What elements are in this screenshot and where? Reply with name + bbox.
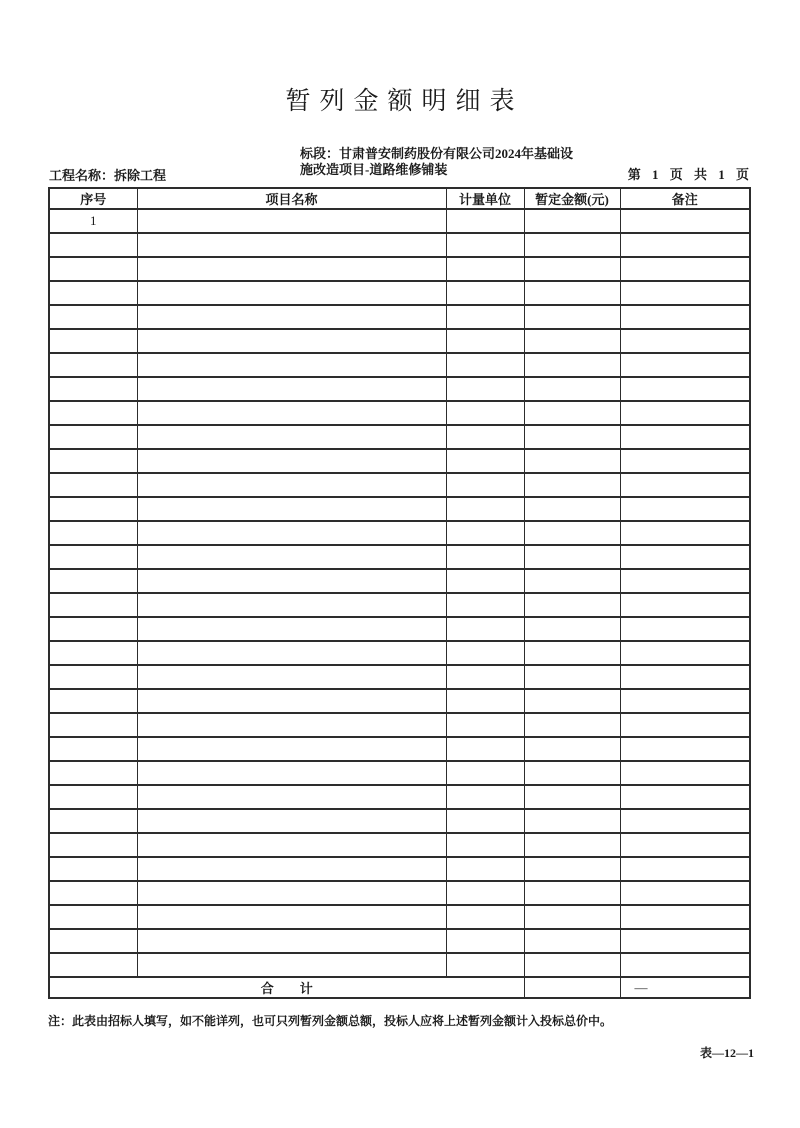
- cell-name: [137, 425, 446, 449]
- cell-seq: [49, 713, 137, 737]
- cell-seq: [49, 353, 137, 377]
- cell-note: [620, 737, 750, 761]
- cell-note: [620, 257, 750, 281]
- cell-seq: [49, 641, 137, 665]
- cell-seq: [49, 425, 137, 449]
- cell-note: [620, 545, 750, 569]
- cell-note: [620, 449, 750, 473]
- cell-amount: [524, 353, 620, 377]
- cell-amount: [524, 761, 620, 785]
- cell-note: [620, 857, 750, 881]
- cell-name: [137, 665, 446, 689]
- cell-seq: [49, 665, 137, 689]
- cell-unit: [446, 401, 524, 425]
- cell-amount: [524, 569, 620, 593]
- total-label: 合 计: [49, 977, 524, 998]
- cell-note: [620, 497, 750, 521]
- cell-name: [137, 641, 446, 665]
- cell-amount: [524, 953, 620, 977]
- cell-note: [620, 785, 750, 809]
- cell-amount: [524, 593, 620, 617]
- cell-seq: [49, 929, 137, 953]
- cell-unit: [446, 689, 524, 713]
- cell-name: [137, 329, 446, 353]
- cell-note: [620, 353, 750, 377]
- cell-seq: [49, 329, 137, 353]
- cell-note: [620, 377, 750, 401]
- cell-name: [137, 761, 446, 785]
- section-label: [300, 146, 573, 178]
- cell-name: [137, 233, 446, 257]
- cell-seq: [49, 809, 137, 833]
- cell-seq: [49, 689, 137, 713]
- cell-amount: [524, 713, 620, 737]
- cell-unit: [446, 665, 524, 689]
- cell-seq: [49, 305, 137, 329]
- cell-seq: [49, 881, 137, 905]
- cell-seq: [49, 545, 137, 569]
- table-row: [49, 929, 750, 953]
- table-row: [49, 689, 750, 713]
- cell-amount: [524, 833, 620, 857]
- cell-name: [137, 401, 446, 425]
- table-row: [49, 641, 750, 665]
- cell-seq: [49, 857, 137, 881]
- table-row: [49, 905, 750, 929]
- cell-name: [137, 713, 446, 737]
- cell-unit: [446, 569, 524, 593]
- cell-amount: [524, 209, 620, 233]
- cell-note: [620, 833, 750, 857]
- page-indicator: 第 1 页 共 1 页: [627, 167, 749, 182]
- cell-name: [137, 281, 446, 305]
- table-row: [49, 401, 750, 425]
- cell-note: [620, 617, 750, 641]
- cell-seq: [49, 617, 137, 641]
- cell-note: [620, 809, 750, 833]
- cell-note: [620, 881, 750, 905]
- cell-seq: [49, 281, 137, 305]
- section-line-2: 施改造项目-道路维修铺装: [300, 162, 448, 177]
- cell-seq: [49, 401, 137, 425]
- cell-note: [620, 665, 750, 689]
- table-row: [49, 617, 750, 641]
- table-row: [49, 785, 750, 809]
- column-header-seq: 序号: [49, 188, 137, 209]
- cell-note: [620, 593, 750, 617]
- cell-unit: [446, 257, 524, 281]
- column-header-unit: 计量单位: [446, 188, 524, 209]
- cell-seq: [49, 593, 137, 617]
- total-row: [49, 977, 750, 998]
- cell-note: [620, 641, 750, 665]
- cell-seq: [49, 737, 137, 761]
- cell-seq: [49, 473, 137, 497]
- cell-name: [137, 905, 446, 929]
- cell-amount: [524, 377, 620, 401]
- form-code: 表—12—1: [699, 1046, 754, 1060]
- cell-note: [620, 401, 750, 425]
- provisional-amount-table: [48, 187, 751, 999]
- cell-unit: [446, 857, 524, 881]
- cell-unit: [446, 473, 524, 497]
- cell-unit: [446, 281, 524, 305]
- cell-name: [137, 497, 446, 521]
- cell-name: [137, 857, 446, 881]
- cell-amount: [524, 737, 620, 761]
- table-row: [49, 377, 750, 401]
- table-row: [49, 281, 750, 305]
- cell-seq: [49, 953, 137, 977]
- table-row: [49, 665, 750, 689]
- cell-name: [137, 929, 446, 953]
- cell-name: [137, 809, 446, 833]
- column-header-name: 项目名称: [137, 188, 446, 209]
- table-row: [49, 209, 750, 233]
- cell-unit: [446, 593, 524, 617]
- cell-unit: [446, 713, 524, 737]
- table-row: [49, 353, 750, 377]
- cell-unit: [446, 881, 524, 905]
- footnote: 注：此表由招标人填写，如不能详列，也可只列暂列金额总额，投标人应将上述暂列金额计入投标总价中。: [48, 1014, 613, 1028]
- cell-name: [137, 209, 446, 233]
- cell-unit: [446, 377, 524, 401]
- table-row: [49, 809, 750, 833]
- cell-name: [137, 353, 446, 377]
- cell-name: [137, 785, 446, 809]
- cell-note: [620, 281, 750, 305]
- cell-seq: 1: [49, 209, 137, 233]
- table-row: [49, 953, 750, 977]
- cell-note: [620, 305, 750, 329]
- section-line-1: 标段：甘肃普安制药股份有限公司2024年基础设: [300, 146, 574, 161]
- cell-name: [137, 257, 446, 281]
- cell-amount: [524, 473, 620, 497]
- cell-amount: [524, 689, 620, 713]
- cell-unit: [446, 929, 524, 953]
- cell-amount: [524, 305, 620, 329]
- cell-unit: [446, 449, 524, 473]
- cell-note: [620, 521, 750, 545]
- cell-amount: [524, 809, 620, 833]
- cell-unit: [446, 641, 524, 665]
- cell-name: [137, 737, 446, 761]
- cell-amount: [524, 521, 620, 545]
- table-row: [49, 857, 750, 881]
- cell-amount: [524, 257, 620, 281]
- cell-unit: [446, 425, 524, 449]
- cell-unit: [446, 545, 524, 569]
- cell-name: [137, 449, 446, 473]
- cell-note: [620, 425, 750, 449]
- table-row: [49, 881, 750, 905]
- cell-amount: [524, 425, 620, 449]
- cell-name: [137, 305, 446, 329]
- cell-unit: [446, 617, 524, 641]
- cell-note: [620, 713, 750, 737]
- cell-name: [137, 545, 446, 569]
- cell-amount: [524, 545, 620, 569]
- cell-unit: [446, 833, 524, 857]
- total-note-cell: —: [620, 977, 750, 998]
- cell-amount: [524, 905, 620, 929]
- cell-name: [137, 689, 446, 713]
- cell-name: [137, 833, 446, 857]
- table-row: [49, 521, 750, 545]
- cell-seq: [49, 785, 137, 809]
- table-header-row: [49, 188, 750, 209]
- cell-seq: [49, 761, 137, 785]
- cell-unit: [446, 737, 524, 761]
- table-row: [49, 305, 750, 329]
- cell-seq: [49, 521, 137, 545]
- cell-amount: [524, 785, 620, 809]
- cell-unit: [446, 329, 524, 353]
- table-row: [49, 449, 750, 473]
- table-row: [49, 329, 750, 353]
- cell-seq: [49, 449, 137, 473]
- cell-seq: [49, 377, 137, 401]
- table-row: [49, 233, 750, 257]
- page-title: 暂列金额明细表: [285, 88, 524, 115]
- cell-unit: [446, 905, 524, 929]
- cell-unit: [446, 353, 524, 377]
- cell-note: [620, 233, 750, 257]
- cell-seq: [49, 497, 137, 521]
- cell-note: [620, 569, 750, 593]
- cell-unit: [446, 953, 524, 977]
- cell-name: [137, 617, 446, 641]
- table-row: [49, 257, 750, 281]
- cell-name: [137, 473, 446, 497]
- cell-amount: [524, 497, 620, 521]
- column-header-amount: 暂定金额(元): [524, 188, 620, 209]
- cell-amount: [524, 881, 620, 905]
- cell-seq: [49, 905, 137, 929]
- cell-name: [137, 593, 446, 617]
- meta-header: [48, 145, 752, 187]
- cell-seq: [49, 233, 137, 257]
- column-header-note: 备注: [620, 188, 750, 209]
- cell-note: [620, 953, 750, 977]
- cell-unit: [446, 809, 524, 833]
- cell-unit: [446, 521, 524, 545]
- cell-note: [620, 209, 750, 233]
- cell-amount: [524, 329, 620, 353]
- cell-unit: [446, 497, 524, 521]
- cell-amount: [524, 929, 620, 953]
- table-row: [49, 497, 750, 521]
- cell-name: [137, 953, 446, 977]
- table-row: [49, 593, 750, 617]
- cell-amount: [524, 641, 620, 665]
- cell-name: [137, 881, 446, 905]
- cell-unit: [446, 761, 524, 785]
- cell-seq: [49, 257, 137, 281]
- table-row: [49, 833, 750, 857]
- cell-unit: [446, 233, 524, 257]
- cell-note: [620, 473, 750, 497]
- cell-amount: [524, 401, 620, 425]
- cell-unit: [446, 209, 524, 233]
- cell-note: [620, 329, 750, 353]
- table-row: [49, 737, 750, 761]
- cell-unit: [446, 785, 524, 809]
- cell-amount: [524, 665, 620, 689]
- cell-amount: [524, 281, 620, 305]
- cell-note: [620, 689, 750, 713]
- cell-amount: [524, 233, 620, 257]
- table-row: [49, 713, 750, 737]
- cell-amount: [524, 449, 620, 473]
- cell-seq: [49, 833, 137, 857]
- cell-name: [137, 377, 446, 401]
- cell-amount: [524, 617, 620, 641]
- cell-unit: [446, 305, 524, 329]
- cell-amount: [524, 857, 620, 881]
- project-name-label: 工程名称：拆除工程: [49, 168, 167, 183]
- cell-note: [620, 929, 750, 953]
- cell-note: [620, 905, 750, 929]
- cell-note: [620, 761, 750, 785]
- cell-seq: [49, 569, 137, 593]
- table-row: [49, 473, 750, 497]
- total-amount-cell: [524, 977, 620, 998]
- table-row: [49, 761, 750, 785]
- table-row: [49, 545, 750, 569]
- table-row: [49, 425, 750, 449]
- cell-name: [137, 569, 446, 593]
- cell-name: [137, 521, 446, 545]
- table-row: [49, 569, 750, 593]
